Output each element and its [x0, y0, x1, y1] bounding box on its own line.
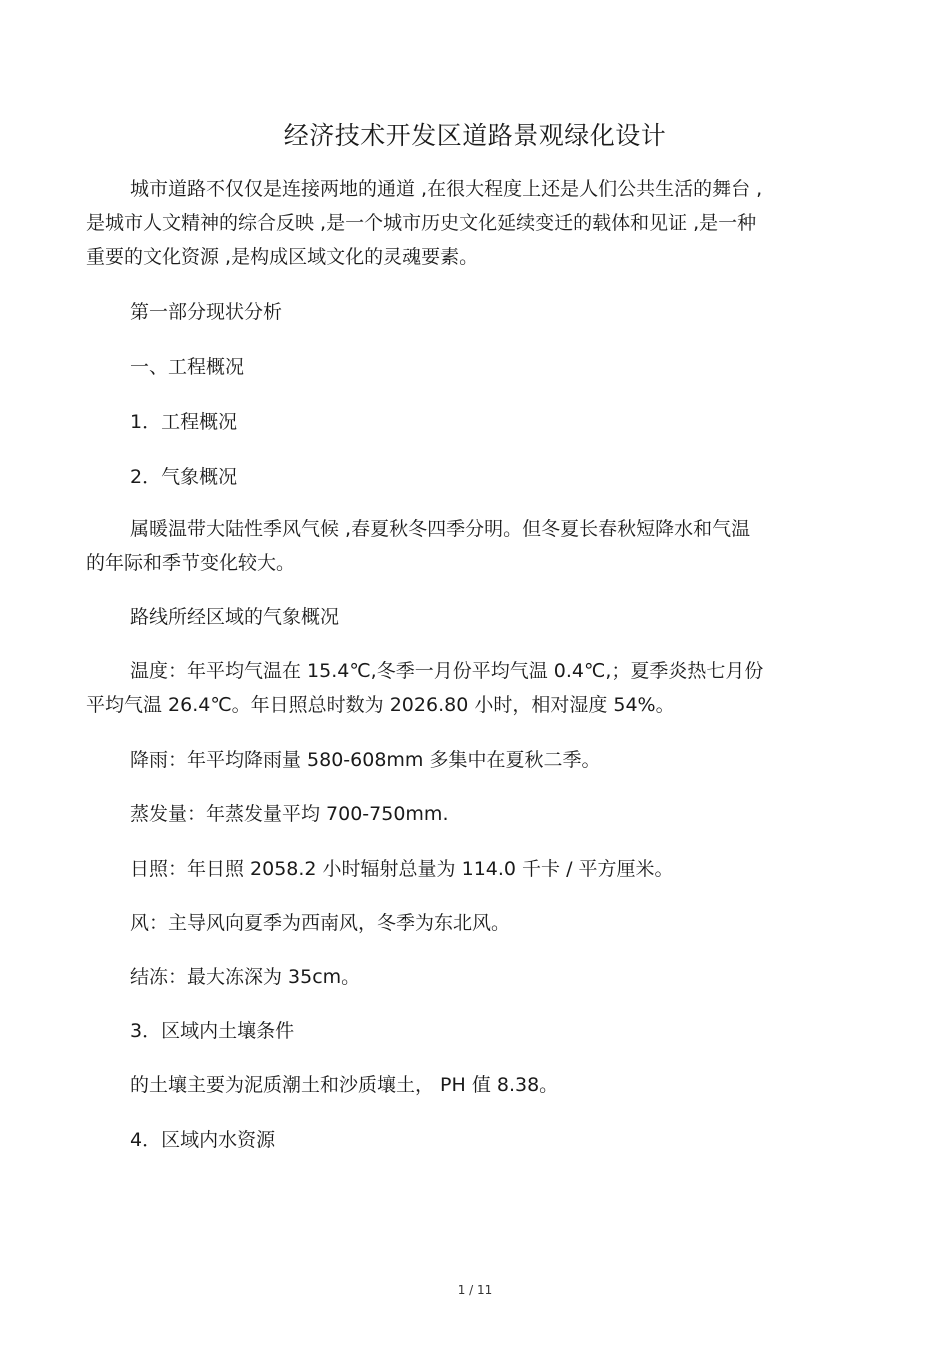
sunshine-line: 日照：年日照 2058.2 小时辐射总量为 114.0 千卡 / 平方厘米。: [130, 858, 674, 880]
climate-paragraph: [86, 512, 866, 580]
soil-line: 的土壤主要为泥质潮土和沙质壤土， PH 值 8.38。: [130, 1074, 559, 1096]
intro-line-1: 城市道路不仅仅是连接两地的通道 ,在很大程度上还是人们公共生活的舞台 ,: [130, 178, 763, 200]
intro-line-3: 重要的文化资源 ,是构成区域文化的灵魂要素。: [86, 246, 479, 268]
intro-paragraph: [86, 172, 866, 274]
temperature-line-2: 平均气温 26.4℃。年日照总时数为 2026.80 小时，相对湿度 54%。: [86, 694, 675, 716]
evaporation-line: 蒸发量：年蒸发量平均 700-750mm.: [130, 803, 449, 825]
climate-line-2: 的年际和季节变化较大。: [86, 552, 296, 574]
rainfall-line: 降雨：年平均降雨量 580-608mm 多集中在夏秋二季。: [130, 749, 601, 771]
item-1-heading: 1．工程概况: [130, 411, 238, 433]
part1-heading: 第一部分现状分析: [130, 301, 283, 323]
frost-line: 结冻：最大冻深为 35cm。: [130, 966, 361, 988]
climate-line-1: 属暖温带大陆性季风气候 ,春夏秋冬四季分明。但冬夏长春秋短降水和气温: [130, 518, 751, 540]
item-4-heading: 4．区域内水资源: [130, 1129, 276, 1151]
route-weather-heading: 路线所经区域的气象概况: [130, 606, 340, 628]
section1-heading: 一、工程概况: [130, 356, 245, 378]
intro-line-2: 是城市人文精神的综合反映 ,是一个城市历史文化延续变迁的载体和见证 ,是一种: [86, 212, 757, 234]
item-2-heading: 2．气象概况: [130, 466, 238, 488]
page-number: 1 / 11: [457, 1283, 493, 1297]
temperature-paragraph: [86, 654, 866, 722]
document-title: 经济技术开发区道路景观绿化设计: [283, 121, 667, 150]
item-3-heading: 3．区域内土壤条件: [130, 1020, 295, 1042]
wind-line: 风：主导风向夏季为西南风，冬季为东北风。: [130, 912, 511, 934]
temperature-line-1: 温度：年平均气温在 15.4℃,冬季一月份平均气温 0.4℃,；夏季炎热七月份: [130, 660, 764, 682]
